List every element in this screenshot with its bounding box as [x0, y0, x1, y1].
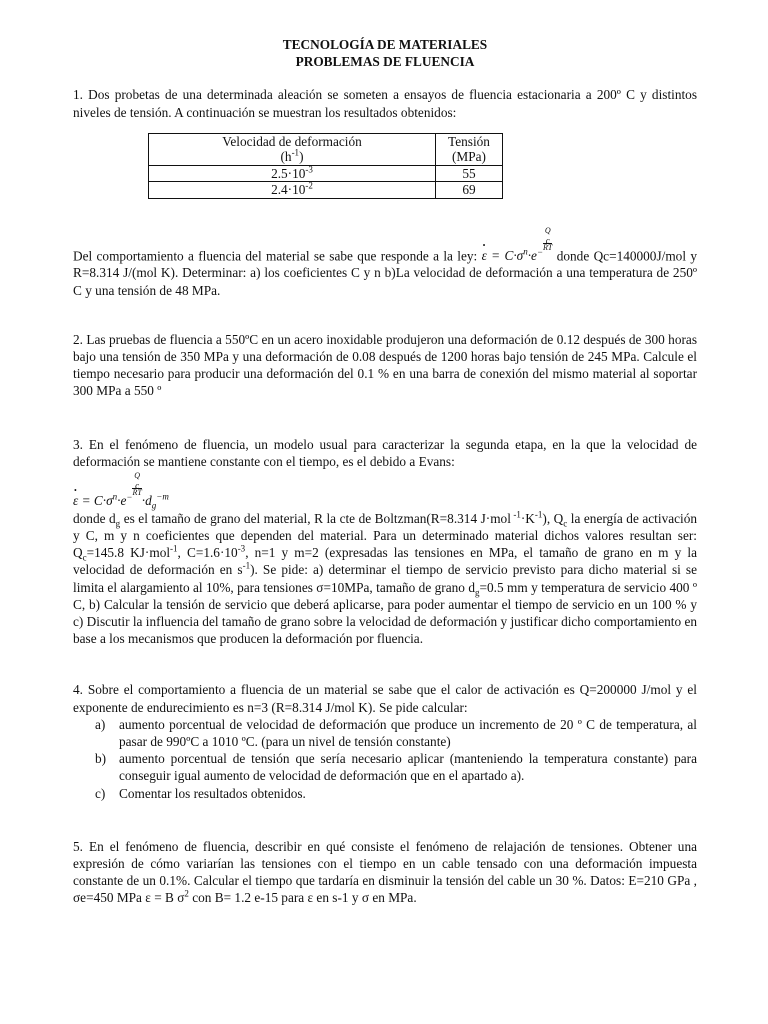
problem-4-list: [73, 716, 697, 802]
problem-5: 5. En el fenómeno de fluencia, describir en qué consiste el fenómeno de relajación de tensiones. Obtener una expresión de cómo variarían las tensiones con el tiempo en un cable tensado con una deformación impuesta constante de un 0.1%. Calcular el tiempo que tardaría en disminuir la tensión del cable un 30 %. Datos: E=210 GPa , σe=450 MPa ε = B $\sigma^2$ con B= 1.2 e-15 para ε en s-1 y σ en MPa.: [73, 838, 697, 906]
document-page: [73, 36, 697, 907]
table-cell-stress: 69: [436, 182, 503, 199]
table-row: [149, 165, 503, 182]
table-cell-strain-rate: $2.4\cdot 10^{-2}$: [149, 182, 436, 199]
table-header-row: [149, 133, 503, 165]
problem-1-law: [73, 227, 697, 299]
table-header-stress-label: Tensión: [448, 133, 490, 149]
problem-2: 2. Las pruebas de fluencia a 550ºC en un acero inoxidable produjeron una deformación de 0.12 después de 300 horas bajo una tensión de 350 MPa y una deformación de 0.08 después de 1200 horas bajo tensión de 245 MPa. Calcule el tiempo necesario para producir una deformación del 0.1 % en una barra de conexión del mismo material al soportar 300 MPa a 550 º: [73, 331, 697, 399]
table-row: [149, 182, 503, 199]
list-item: [95, 716, 697, 750]
table-header-strain-rate-unit: $(h^{-1})$: [280, 147, 304, 165]
document-title: TECNOLOGÍA DE MATERIALES: [282, 37, 488, 52]
list-item-text: aumento porcentual de velocidad de deformación que produce un incremento de 20 º C de temperatura, al pasar de 990ºC a 1010 ºC. (para un nivel de tensión constante): [119, 716, 697, 749]
table-header-strain-rate-label: Velocidad de deformación: [222, 133, 362, 149]
problem-1-law-data: donde Qc=140000J/mol y R=8.314 J/(mol K). Determinar: a) los coeficientes C y n b)La velocidad de deformación a una temperatura de 250º C y una tensión de 48 MPa.: [73, 248, 697, 298]
creep-law-equation: • $\varepsilon = C\cdot\sigma^n\cdot e^{- Q _c RT}$: [482, 248, 553, 263]
list-item-marker: c): [95, 785, 106, 801]
problem-1-law-intro: Del comportamiento a fluencia del material se sabe que responde a la ley:: [73, 248, 478, 264]
evans-equation-line: [73, 472, 697, 510]
table-cell-strain-rate: $2.5\cdot 10^{-3}$: [149, 165, 436, 182]
table-header-stress-unit: (MPa): [452, 149, 486, 165]
list-item-marker: a): [95, 716, 106, 732]
table-header-strain-rate: [149, 133, 436, 165]
list-item: [95, 785, 697, 802]
document-subtitle: PROBLEMAS DE FLUENCIA: [295, 54, 475, 70]
problem-3-body: donde $d_g$ es el tamaño de grano del material, R la cte de Boltzman(R=8.314 J·mol $^{-1}\cdot K^{-1}$), $Q_c$ la energía de activación y C, m y n coeficientes que dependen del material. Para un determinado material dichos valores resultan ser: $Q_c=145.8$ KJ·mol$^{-1}$, $C=1.6\cdot 10^{-3}$, n=1 y m=2 (expresadas las tensiones en MPa, el tamaño de grano en m y la velocidad de deformación en $s^{-1}$). Se pide: a) determinar el tiempo de servicio previsto para dicho material si se limita el alargamiento al 10%, para tensiones σ=10MPa, tamaño de grano $d_g=0.5$ mm y temperatura de servicio 400 º C, b) Calcular la tensión de servicio que deberá aplicarse, para poder aumentar el tiempo de servicio en un 100 % y c) Discutir la influencia del tamaño de grano sobre la velocidad de deformación y justificar dicho comportamiento en base a los mecanismos que producen la deformación por fluencia.: [73, 509, 698, 647]
problem-3-intro: 3. En el fenómeno de fluencia, un modelo usual para caracterizar la segunda etapa, en la que la velocidad de deformación se mantiene constante con el tiempo, es el debido a Evans:: [73, 436, 697, 469]
table-header-stress: [436, 133, 503, 165]
list-item-text: Comentar los resultados obtenidos.: [119, 785, 306, 801]
list-item: [95, 750, 697, 784]
problem-1-intro: 1. Dos probetas de una determinada aleación se someten a ensayos de fluencia estacionaria a 200º C y distintos niveles de tensión. A continuación se muestran los resultados obtenidos:: [73, 87, 697, 120]
problem-4-intro: 4. Sobre el comportamiento a fluencia de un material se sabe que el calor de activación es Q=200000 J/mol y el exponente de endurecimiento es n=3 (R=8.314 J/mol K). Se pide calcular:: [73, 682, 697, 715]
list-item-text: aumento porcentual de tensión que sería necesario aplicar (manteniendo la temperatura constante) para conseguir igual aumento de velocidad de deformación que en el apartado a).: [119, 751, 697, 784]
creep-results-table: [148, 133, 503, 199]
table-cell-stress: 55: [436, 165, 503, 182]
list-item-marker: b): [95, 751, 107, 767]
evans-equation: • $\varepsilon = C\cdot\sigma^n\cdot e^{- Q _c RT}$ $\cdot d_g^{-m}$: [73, 493, 169, 508]
